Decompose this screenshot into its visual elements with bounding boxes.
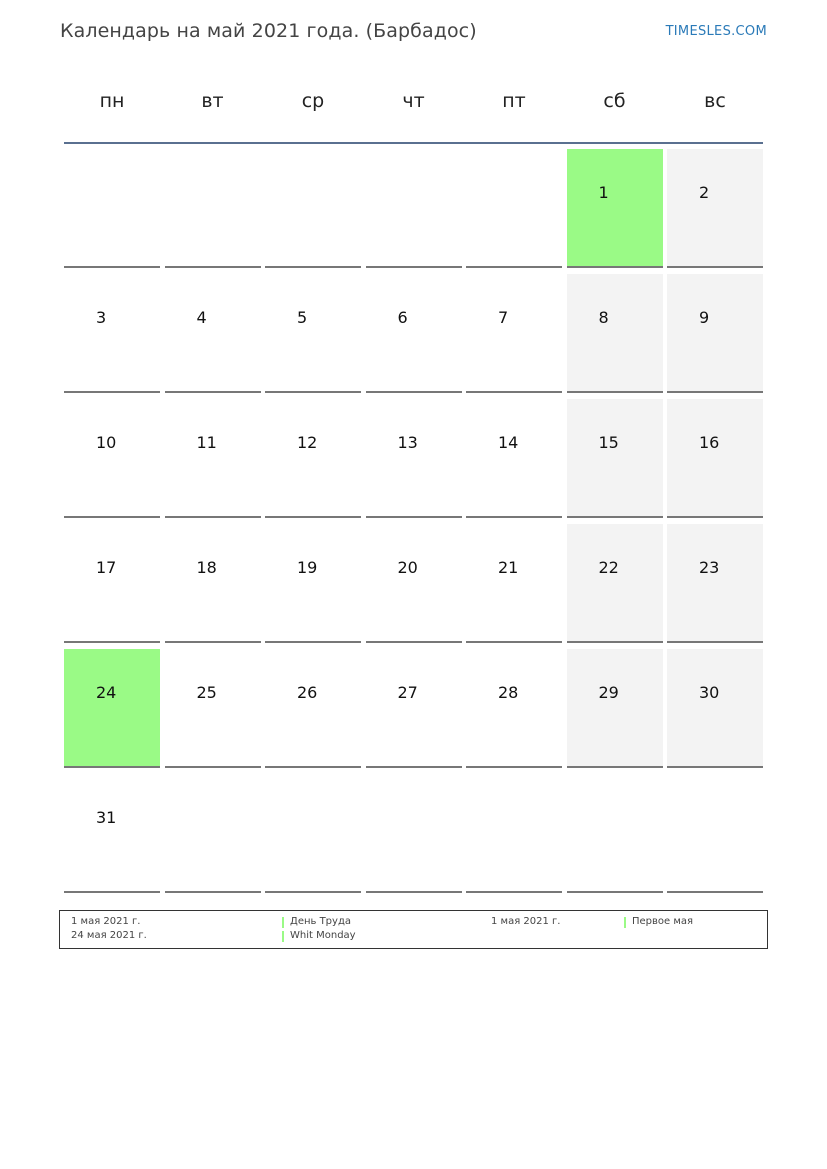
empty-day-cell xyxy=(466,774,562,893)
empty-day-cell xyxy=(64,149,160,268)
day-cell[interactable] xyxy=(165,649,261,768)
day-cell[interactable] xyxy=(64,774,160,893)
day-number: 7 xyxy=(498,308,509,327)
day-number: 23 xyxy=(699,558,720,577)
empty-day-cell xyxy=(366,774,462,893)
day-number: 15 xyxy=(598,433,619,452)
day-cell[interactable] xyxy=(165,524,261,643)
day-cell[interactable] xyxy=(466,274,562,393)
legend-date: 1 мая 2021 г. xyxy=(491,916,561,927)
empty-day-cell xyxy=(165,774,261,893)
day-cell[interactable] xyxy=(667,524,763,643)
calendar-grid xyxy=(64,149,763,895)
legend-holiday-name: День Труда xyxy=(290,916,351,927)
legend-date: 1 мая 2021 г. xyxy=(71,916,141,927)
empty-day-cell xyxy=(667,774,763,893)
day-number: 13 xyxy=(397,433,418,452)
empty-day-cell xyxy=(366,149,462,268)
day-number: 19 xyxy=(297,558,318,577)
day-number: 28 xyxy=(498,683,519,702)
day-cell[interactable] xyxy=(366,649,462,768)
day-cell[interactable] xyxy=(165,274,261,393)
day-number: 5 xyxy=(297,308,308,327)
holiday-marker xyxy=(282,931,284,942)
day-cell[interactable] xyxy=(64,399,160,518)
day-number: 31 xyxy=(96,808,117,827)
day-number: 3 xyxy=(96,308,107,327)
day-cell[interactable] xyxy=(265,649,361,768)
day-cell[interactable] xyxy=(165,399,261,518)
empty-day-cell xyxy=(265,774,361,893)
day-number: 1 xyxy=(598,183,609,202)
day-cell[interactable] xyxy=(265,274,361,393)
empty-day-cell xyxy=(265,149,361,268)
empty-day-cell xyxy=(567,774,663,893)
day-cell[interactable] xyxy=(567,274,663,393)
day-cell[interactable] xyxy=(667,649,763,768)
day-number: 29 xyxy=(598,683,619,702)
day-number: 11 xyxy=(196,433,217,452)
day-cell[interactable] xyxy=(366,399,462,518)
day-cell[interactable] xyxy=(466,399,562,518)
day-cell[interactable] xyxy=(667,274,763,393)
day-number: 17 xyxy=(96,558,117,577)
holiday-marker xyxy=(624,917,626,928)
legend-holiday-name: Первое мая xyxy=(632,916,694,927)
day-cell[interactable] xyxy=(567,149,663,268)
day-cell[interactable] xyxy=(64,524,160,643)
holiday-legend xyxy=(59,910,768,949)
weekday-header xyxy=(64,90,763,120)
day-cell[interactable] xyxy=(567,399,663,518)
day-cell[interactable] xyxy=(366,274,462,393)
weekday-sun: вс xyxy=(704,90,726,112)
day-number: 25 xyxy=(196,683,217,702)
day-number: 24 xyxy=(96,683,117,702)
legend-date: 24 мая 2021 г. xyxy=(71,930,147,941)
day-cell[interactable] xyxy=(366,524,462,643)
day-cell[interactable] xyxy=(466,524,562,643)
day-number: 8 xyxy=(598,308,609,327)
site-link[interactable]: TIMESLES.COM xyxy=(665,24,767,39)
page-title: Календарь на май 2021 года. (Барбадос) xyxy=(60,20,477,42)
day-number: 21 xyxy=(498,558,519,577)
day-number: 14 xyxy=(498,433,519,452)
day-number: 18 xyxy=(196,558,217,577)
header-rule xyxy=(64,142,763,144)
day-cell[interactable] xyxy=(567,649,663,768)
day-number: 30 xyxy=(699,683,720,702)
day-number: 10 xyxy=(96,433,117,452)
day-number: 22 xyxy=(598,558,619,577)
day-cell[interactable] xyxy=(64,649,160,768)
weekday-tue: вт xyxy=(201,90,224,112)
day-number: 9 xyxy=(699,308,710,327)
day-number: 2 xyxy=(699,183,710,202)
legend-holiday-name: Whit Monday xyxy=(290,930,356,941)
day-cell[interactable] xyxy=(64,274,160,393)
empty-day-cell xyxy=(165,149,261,268)
weekday-mon: пн xyxy=(99,90,125,112)
day-cell[interactable] xyxy=(667,399,763,518)
day-number: 16 xyxy=(699,433,720,452)
day-cell[interactable] xyxy=(265,399,361,518)
weekday-thu: чт xyxy=(402,90,425,112)
day-number: 20 xyxy=(397,558,418,577)
day-number: 12 xyxy=(297,433,318,452)
day-number: 6 xyxy=(397,308,408,327)
weekday-fri: пт xyxy=(502,90,526,112)
weekday-wed: ср xyxy=(301,90,325,112)
day-cell[interactable] xyxy=(265,524,361,643)
holiday-marker xyxy=(282,917,284,928)
weekday-sat: сб xyxy=(603,90,626,112)
day-cell[interactable] xyxy=(466,649,562,768)
day-cell[interactable] xyxy=(667,149,763,268)
day-number: 26 xyxy=(297,683,318,702)
empty-day-cell xyxy=(466,149,562,268)
day-number: 27 xyxy=(397,683,418,702)
day-number: 4 xyxy=(196,308,207,327)
day-cell[interactable] xyxy=(567,524,663,643)
